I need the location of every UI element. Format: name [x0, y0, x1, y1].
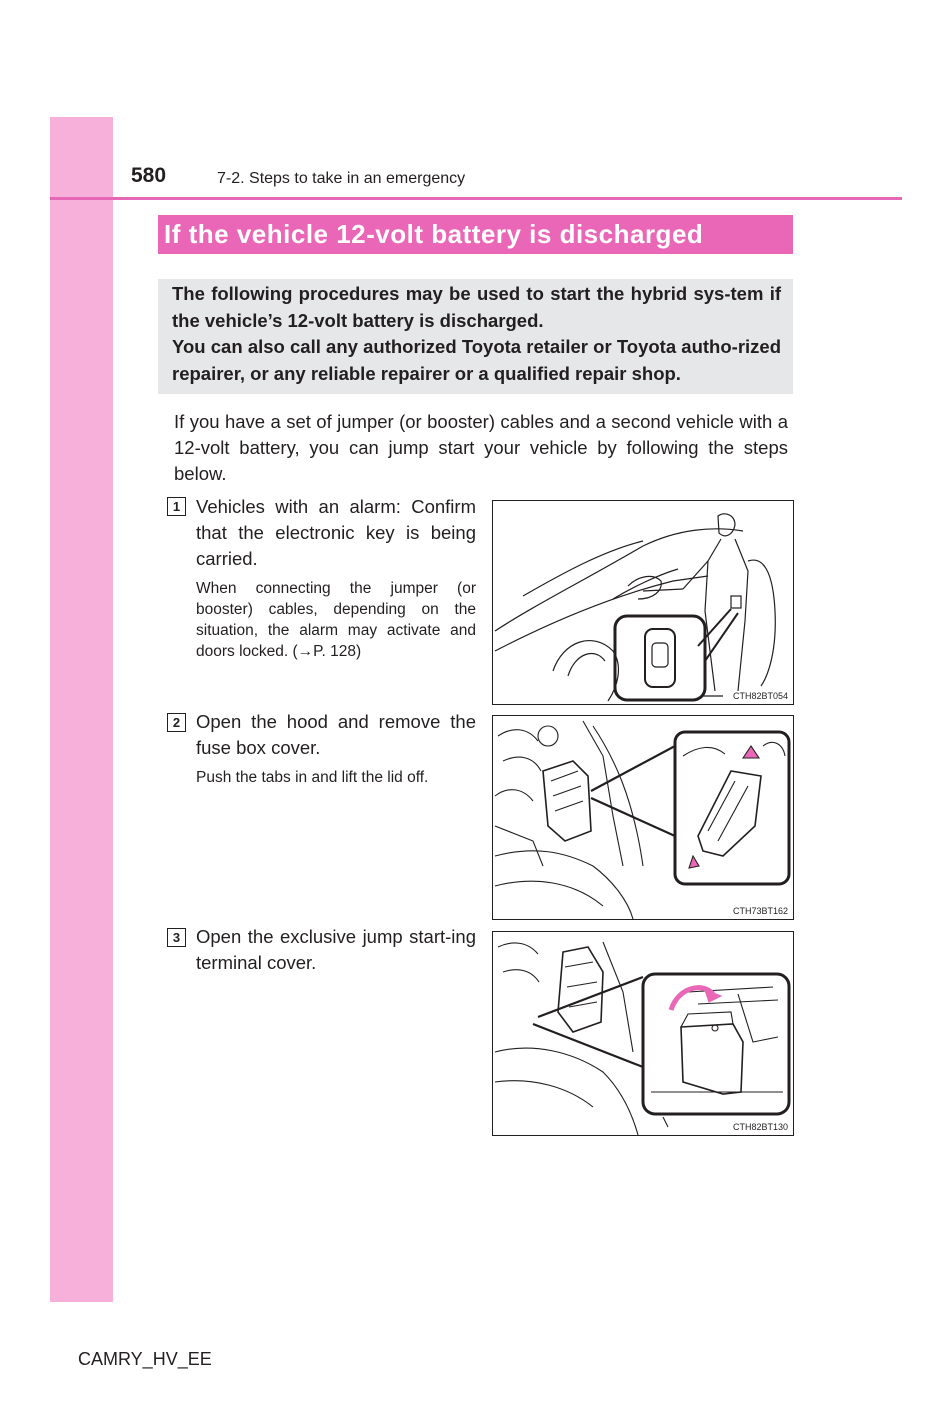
page-title-bar — [158, 215, 793, 254]
step-number-2: 2 — [167, 713, 186, 732]
figure-code: CTH82BT054 — [732, 691, 788, 701]
figure-jump-terminal — [492, 931, 794, 1136]
figure-code: CTH73BT162 — [732, 906, 788, 916]
step-number-1: 1 — [167, 497, 186, 516]
step-number-3: 3 — [167, 928, 186, 947]
intro-text-1: The following procedures may be used to start the hybrid sys-tem if the vehicle’s 12-volt battery is discharged. — [172, 283, 781, 331]
side-color-band — [50, 117, 113, 1302]
figure-fuse-box — [492, 715, 794, 920]
section-title: 7-2. Steps to take in an emergency — [217, 170, 466, 187]
car-and-key-illustration — [493, 501, 793, 704]
step-1-note: When connecting the jumper (or booster) cables, depending on the situation, the alarm may activate and doors locked. (→P. 128) — [196, 580, 476, 660]
body-paragraph: If you have a set of jumper (or booster) cables and a second vehicle with a 12-volt battery, you can jump start your vehicle by following the steps below. — [174, 411, 788, 484]
step-1-text: Vehicles with an alarm: Confirm that the electronic key is being carried. — [196, 496, 476, 569]
intro-box — [158, 279, 793, 394]
footer-model-code: CAMRY_HV_EE — [78, 1349, 212, 1369]
intro-text-2: You can also call any authorized Toyota retailer or Toyota autho-rized repairer, or any reliable repairer or a qualified repair shop. — [172, 336, 781, 384]
step-3-text: Open the exclusive jump start-ing terminal cover. — [196, 926, 476, 973]
jump-terminal-illustration — [493, 932, 793, 1135]
step-2-text: Open the hood and remove the fuse box cover. — [196, 711, 476, 758]
figure-code: CTH82BT130 — [732, 1122, 788, 1132]
step-2-note: Push the tabs in and lift the lid off. — [196, 769, 429, 786]
fuse-box-illustration — [493, 716, 793, 919]
page-number: 580 — [131, 164, 167, 187]
header-rule — [50, 197, 902, 200]
page-title: If the vehicle 12-volt battery is discharged — [164, 219, 704, 249]
figure-electronic-key — [492, 500, 794, 705]
